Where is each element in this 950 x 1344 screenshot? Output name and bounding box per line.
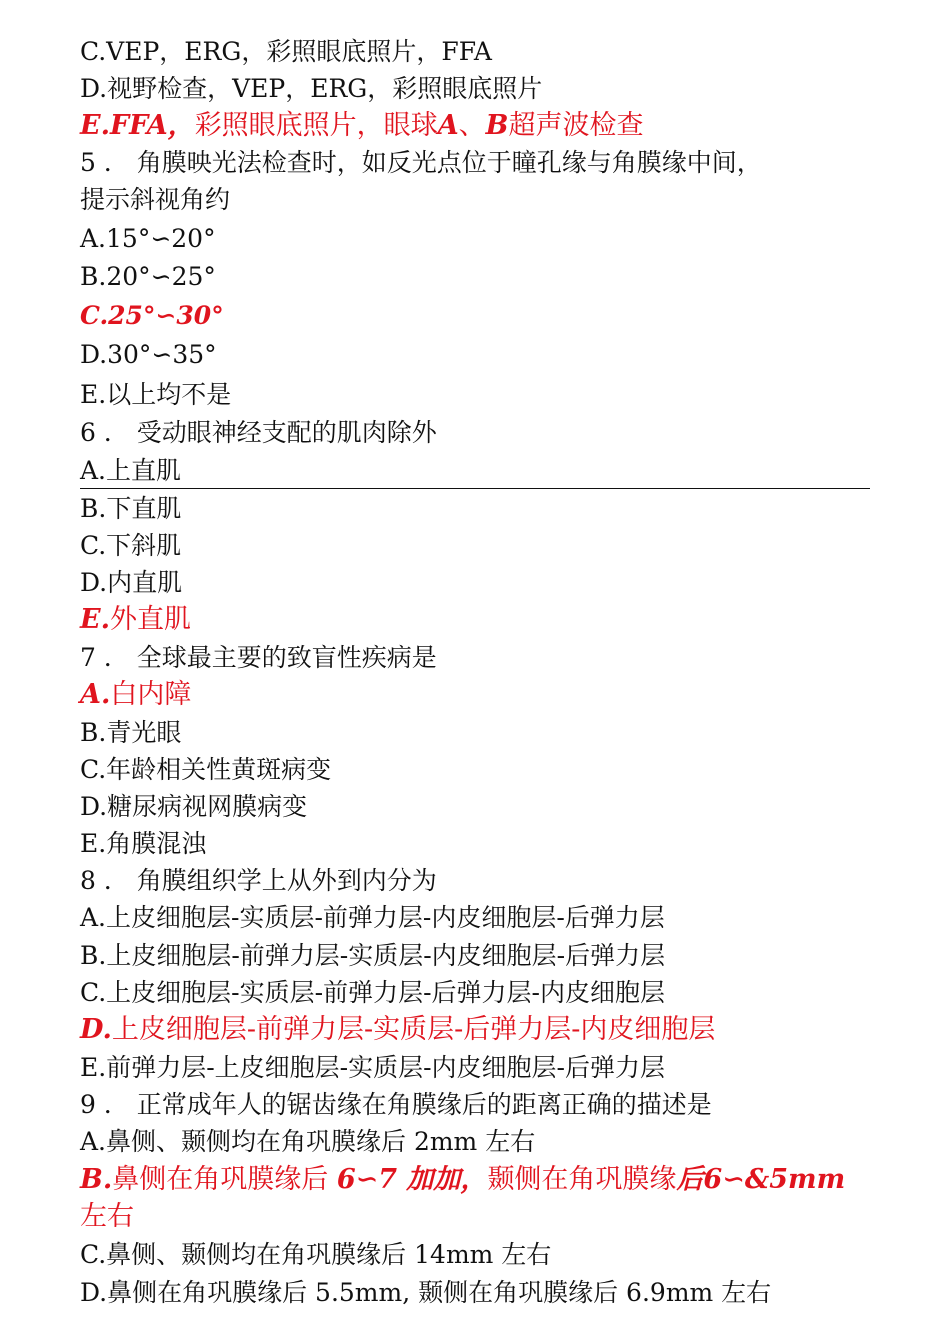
answer-5c-text: C.25°∽30°	[80, 301, 224, 330]
answer-8d	[80, 1013, 880, 1047]
answer-9b	[80, 1163, 880, 1197]
answer-6e	[80, 603, 880, 637]
option-6c: C.下斜肌	[80, 531, 182, 560]
option-7e: E.角膜混浊	[80, 829, 207, 858]
answer-3e-sep: 、	[458, 110, 486, 141]
option-5b: B.20°∽25°	[80, 262, 216, 291]
option-9c: C.鼻侧、颞侧均在角巩膜缘后 14mm 左右	[80, 1240, 552, 1269]
answer-6e-prefix: E.	[80, 604, 110, 635]
answer-3e-prefix: E.FFA，	[80, 110, 195, 141]
option-8c: C.上皮细胞层-实质层-前弹力层-后弹力层-内皮细胞层	[80, 978, 665, 1007]
answer-8d-text: 上皮细胞层-前弹力层-实质层-后弹力层-内皮细胞层	[111, 1014, 716, 1045]
option-5e: E.以上均不是	[80, 380, 232, 409]
option-6d: D.内直肌	[80, 568, 183, 597]
option-3c: C.VEP，ERG，彩照眼底照片，FFA	[80, 37, 492, 66]
answer-3e-letter-a: A	[437, 110, 459, 141]
answer-9b-text-1: 鼻侧在角巩膜缘后	[112, 1164, 337, 1195]
option-8b: B.上皮细胞层-前弹力层-实质层-内皮细胞层-后弹力层	[80, 941, 666, 970]
answer-9b-value-2: 后6∽&5mm	[676, 1164, 846, 1195]
option-8e: E.前弹力层-上皮细胞层-实质层-内皮细胞层-后弹力层	[80, 1053, 665, 1082]
option-5a: A.15°∽20°	[80, 224, 216, 253]
option-9d: D.鼻侧在角巩膜缘后 5.5mm, 颞侧在角巩膜缘后 6.9mm 左右	[80, 1278, 772, 1307]
answer-7a-prefix: A.	[80, 679, 111, 710]
answer-9b-prefix: B.	[80, 1164, 113, 1195]
option-3d: D.视野检查，VEP，ERG，彩照眼底照片	[80, 74, 543, 103]
option-9a: A.鼻侧、颞侧均在角巩膜缘后 2mm 左右	[80, 1127, 536, 1156]
question-9: 9 ． 正常成年人的锯齿缘在角膜缘后的距离正确的描述是	[80, 1090, 712, 1119]
question-5: 5 ． 角膜映光法检查时，如反光点位于瞳孔缘与角膜缘中间，	[80, 148, 762, 177]
option-6b: B.下直肌	[80, 494, 182, 523]
answer-9b-cont: 左右	[80, 1201, 134, 1232]
answer-9b-text-2: 颞侧在角巩膜缘	[487, 1164, 677, 1195]
answer-6e-text: 外直肌	[109, 604, 191, 635]
option-7b: B.青光眼	[80, 718, 182, 747]
answer-7a-text: 白内障	[110, 679, 192, 710]
answer-3e-letter-b: B	[485, 110, 509, 141]
question-6: 6 ． 受动眼神经支配的肌肉除外	[80, 418, 437, 447]
option-8a: A.上皮细胞层-实质层-前弹力层-内皮细胞层-后弹力层	[80, 903, 665, 932]
question-5-cont: 提示斜视角约	[80, 185, 231, 214]
answer-3e-text-2: 超声波检查	[508, 110, 644, 141]
answer-9b-value-1: 6∽7 加加，	[336, 1164, 488, 1195]
option-5d: D.30°∽35°	[80, 340, 217, 369]
answer-3e-text-1: 彩照眼底照片，眼球	[194, 110, 438, 141]
answer-5c	[80, 299, 880, 333]
answer-8d-prefix: D.	[80, 1014, 112, 1045]
question-8: 8 ． 角膜组织学上从外到内分为	[80, 866, 437, 895]
answer-7a	[80, 678, 880, 712]
option-7d: D.糖尿病视网膜病变	[80, 792, 308, 821]
option-6a: A.上直肌	[80, 456, 182, 485]
answer-3e	[80, 109, 880, 143]
option-7c: C.年龄相关性黄斑病变	[80, 755, 332, 784]
horizontal-rule	[80, 488, 870, 489]
question-7: 7 ． 全球最主要的致盲性疾病是	[80, 643, 437, 672]
